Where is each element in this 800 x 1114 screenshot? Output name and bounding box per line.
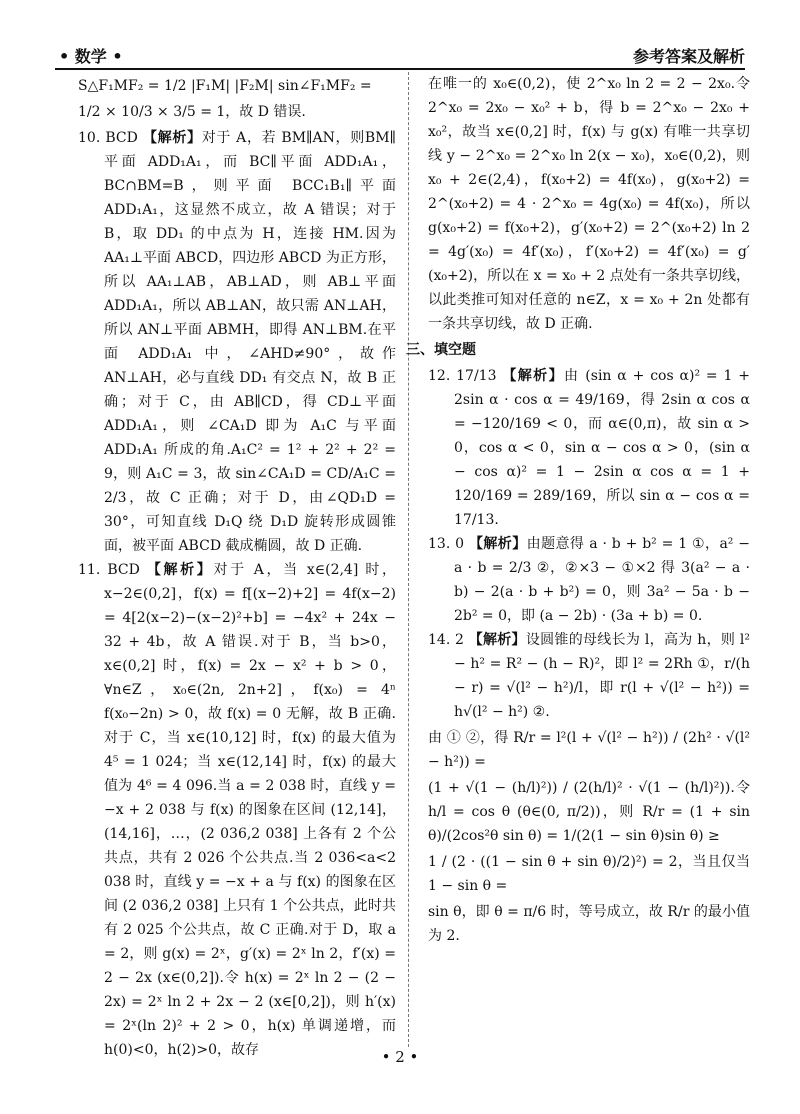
answer-14-formula-4: sin θ，即 θ = π/6 时，等号成立，故 R/r 的最小值为 2. bbox=[428, 904, 750, 944]
answer-13-number: 13. 0 bbox=[428, 536, 465, 552]
answer-10-body: 对于 A，若 BM∥AN，则BM∥平面 ADD₁A₁，而 BC∥平面 ADD₁A₁，BC∩BM=B，则平面 BCC₁B₁∥平面 ADD₁A₁，这显然不成立，故 A 错误；对于 B，取 DD₁ 的中点为 H，连接 HM.因为 AA₁⊥平面 ABCD，四边形 ABCD 为正方形，所以 AA₁⊥AB，AB⊥AD，则 AB⊥平面 ADD₁A₁，所以 AB⊥AN，故只需 AN⊥AH，所以 AN⊥平面 ABMH，即得 AN⊥BM.在平面 ADD₁A₁ 中，∠AHD≠90°，故作 AN⊥AH，必与直线 DD₁ 有交点 N，故 B 正确；对于 C，由 AB∥CD，得 CD⊥平面 ADD₁A₁，则 ∠CA₁D 即为 A₁C 与平面 ADD₁A₁ 所成的角.A₁C² = 1² + 2² + 2² = 9，则 A₁C = 3，故 sin∠CA₁D = CD/A₁C = 2/3，故 C 正确；对于 D，由∠QD₁D = 30°，可知直线 D₁Q 绕 D₁D 旋转形成圆锥面，被平面 ABCD 截成椭圆，故 D 正确. bbox=[104, 130, 396, 554]
answer-13-tag: 【解析】 bbox=[468, 536, 527, 552]
answer-11-number: 11. BCD bbox=[78, 562, 140, 578]
answer-12-tag: 【解析】 bbox=[502, 368, 565, 384]
answer-12-body: 由 (sin α + cos α)² = 1 + 2sin α · cos α = 49/169，得 2sin α cos α = −120/169 < 0，而 α∈(0,π)，故 sin α > 0，cos α < 0，sin α − cos α > 0，(sin α − cos α)² = 1 − 2sin α cos α = 1 + 120/169 = 289/169，所以 sin α − cos α = 17/13. bbox=[454, 368, 751, 528]
answer-10 bbox=[78, 126, 396, 558]
answer-11-continued: 在唯一的 x₀∈(0,2)，使 2^x₀ ln 2 = 2 − 2x₀.令 2^x₀ = 2x₀ − x₀² + b，得 b = 2^x₀ − 2x₀ + x₀²，故当 x∈(0,2] 时，f(x) 与 g(x) 有唯一共享切线 y − 2^x₀ = 2^x₀ ln 2(x − x₀)，x₀∈(0,2)，则 x₀ + 2∈(2,4)，f(x₀+2) = 4f(x₀)，g(x₀+2) = 2^(x₀+2) = 4 · 2^x₀ = 4g(x₀) = 4f(x₀)，所以 g(x₀+2) = f(x₀+2)，g′(x₀+2) = 2^(x₀+2) ln 2 = 4g′(x₀) = 4f′(x₀)，f′(x₀+2) = 4f′(x₀) = g′(x₀+2)，所以在 x = x₀ + 2 点处有一条共享切线，以此类推可知对任意的 n∈Z，x = x₀ + 2n 处都有一条共享切线，故 D 正确. bbox=[428, 76, 750, 332]
section-heading-fill-in: 三、填空题 bbox=[406, 342, 476, 358]
answer-14-tag: 【解析】 bbox=[468, 632, 526, 648]
page-number: • 2 • bbox=[381, 1048, 419, 1066]
answer-14-number: 14. 2 bbox=[428, 632, 464, 648]
subject-label: • 数学 • bbox=[59, 47, 123, 66]
answer-11-tag: 【解析】 bbox=[146, 562, 214, 578]
answer-13 bbox=[428, 532, 750, 628]
answer-14-formula-3: 1 / (2 · ((1 − sin θ + sin θ)/2)²) = 2，当且仅当 1 − sin θ = bbox=[428, 854, 750, 894]
answer-14-formula-1: 由 ① ②，得 R/r = l²(l + √(l² − h²)) / (2h² · √(l² − h²)) = bbox=[428, 730, 750, 770]
q9-formula-line1: S△F₁MF₂ = 1/2 |F₁M| |F₂M| sin∠F₁MF₂ = bbox=[78, 78, 372, 94]
answer-14-formula-2: (1 + √(1 − (h/l)²)) / (2(h/l)² · √(1 − (h/l)²)).令 h/l = cos θ (θ∈(0, π/2))，则 R/r = (1 + sin θ)/(2cos²θ sin θ) = 1/(2(1 − sin θ)sin θ) ≥ bbox=[428, 780, 750, 844]
answer-10-tag: 【解析】 bbox=[143, 130, 202, 146]
answer-11 bbox=[78, 558, 396, 1062]
answer-13-body: 由题意得 a · b + b² = 1 ①，a² − a · b = 2/3 ②，②×3 − ①×2 得 3(a² − a · b) − 2(a · b + b²) = 0，则 3a² − 5a · b − 2b² = 0，即 (a − 2b) · (3a + b) = 0. bbox=[454, 536, 751, 624]
answer-12-number: 12. 17/13 bbox=[428, 368, 497, 384]
answer-14 bbox=[428, 628, 750, 724]
answer-14-body: 设圆锥的母线长为 l，高为 h，则 l² − h² = R² − (h − R)²，即 l² = 2Rh ①，r/(h − r) = √(l² − h²)/l，即 r(l + √(l² − h²)) = h√(l² − h²) ②. bbox=[454, 632, 751, 720]
page-header bbox=[55, 42, 745, 70]
answer-12 bbox=[428, 364, 750, 532]
q9-formula-line2: 1/2 × 10/3 × 3/5 = 1，故 D 错误. bbox=[78, 104, 306, 120]
left-column bbox=[78, 72, 396, 1062]
column-divider bbox=[408, 72, 409, 1047]
right-column bbox=[406, 72, 751, 950]
answer-11-body: 对于 A，当 x∈(2,4] 时，x−2∈(0,2]，f(x) = f[(x−2)+2] = 4f(x−2) = 4[2(x−2)−(x−2)²+b] = −4x² + 24x − 32 + 4b，故 A 错误.对于 B，当 b>0，x∈(0,2] 时，f(x) = 2x − x² + b > 0，∀n∈Z，x₀∈(2n, 2n+2]，f(x₀) = 4ⁿ f(x₀−2n) > 0，故 f(x) = 0 无解，故 B 正确.对于 C，当 x∈(10,12] 时，f(x) 的最大值为 4⁵ = 1 024；当 x∈(12,14] 时，f(x) 的最大值为 4⁶ = 4 096.当 a = 2 038 时，直线 y = −x + 2 038 与 f(x) 的图象在区间 (12,14]，(14,16]，…，(2 036,2 038] 上各有 2 个公共点，共有 2 026 个公共点.当 2 036<a<2 038 时，直线 y = −x + a 与 f(x) 的图象在区间 (2 036,2 038] 上只有 1 个公共点，此时共有 2 025 个公共点，故 C 正确.对于 D，取 a = 2，则 g(x) = 2ˣ，g′(x) = 2ˣ ln 2，f′(x) = 2 − 2x (x∈(0,2]).令 h(x) = 2ˣ ln 2 − (2 − 2x) = 2ˣ ln 2 + 2x − 2 (x∈[0,2])，则 h′(x) = 2ˣ(ln 2)² + 2 > 0，h(x) 单调递增，而 h(0)<0，h(2)>0，故存 bbox=[104, 562, 396, 1058]
header-title: 参考答案及解析 bbox=[632, 47, 745, 66]
answer-10-number: 10. BCD bbox=[78, 130, 138, 146]
